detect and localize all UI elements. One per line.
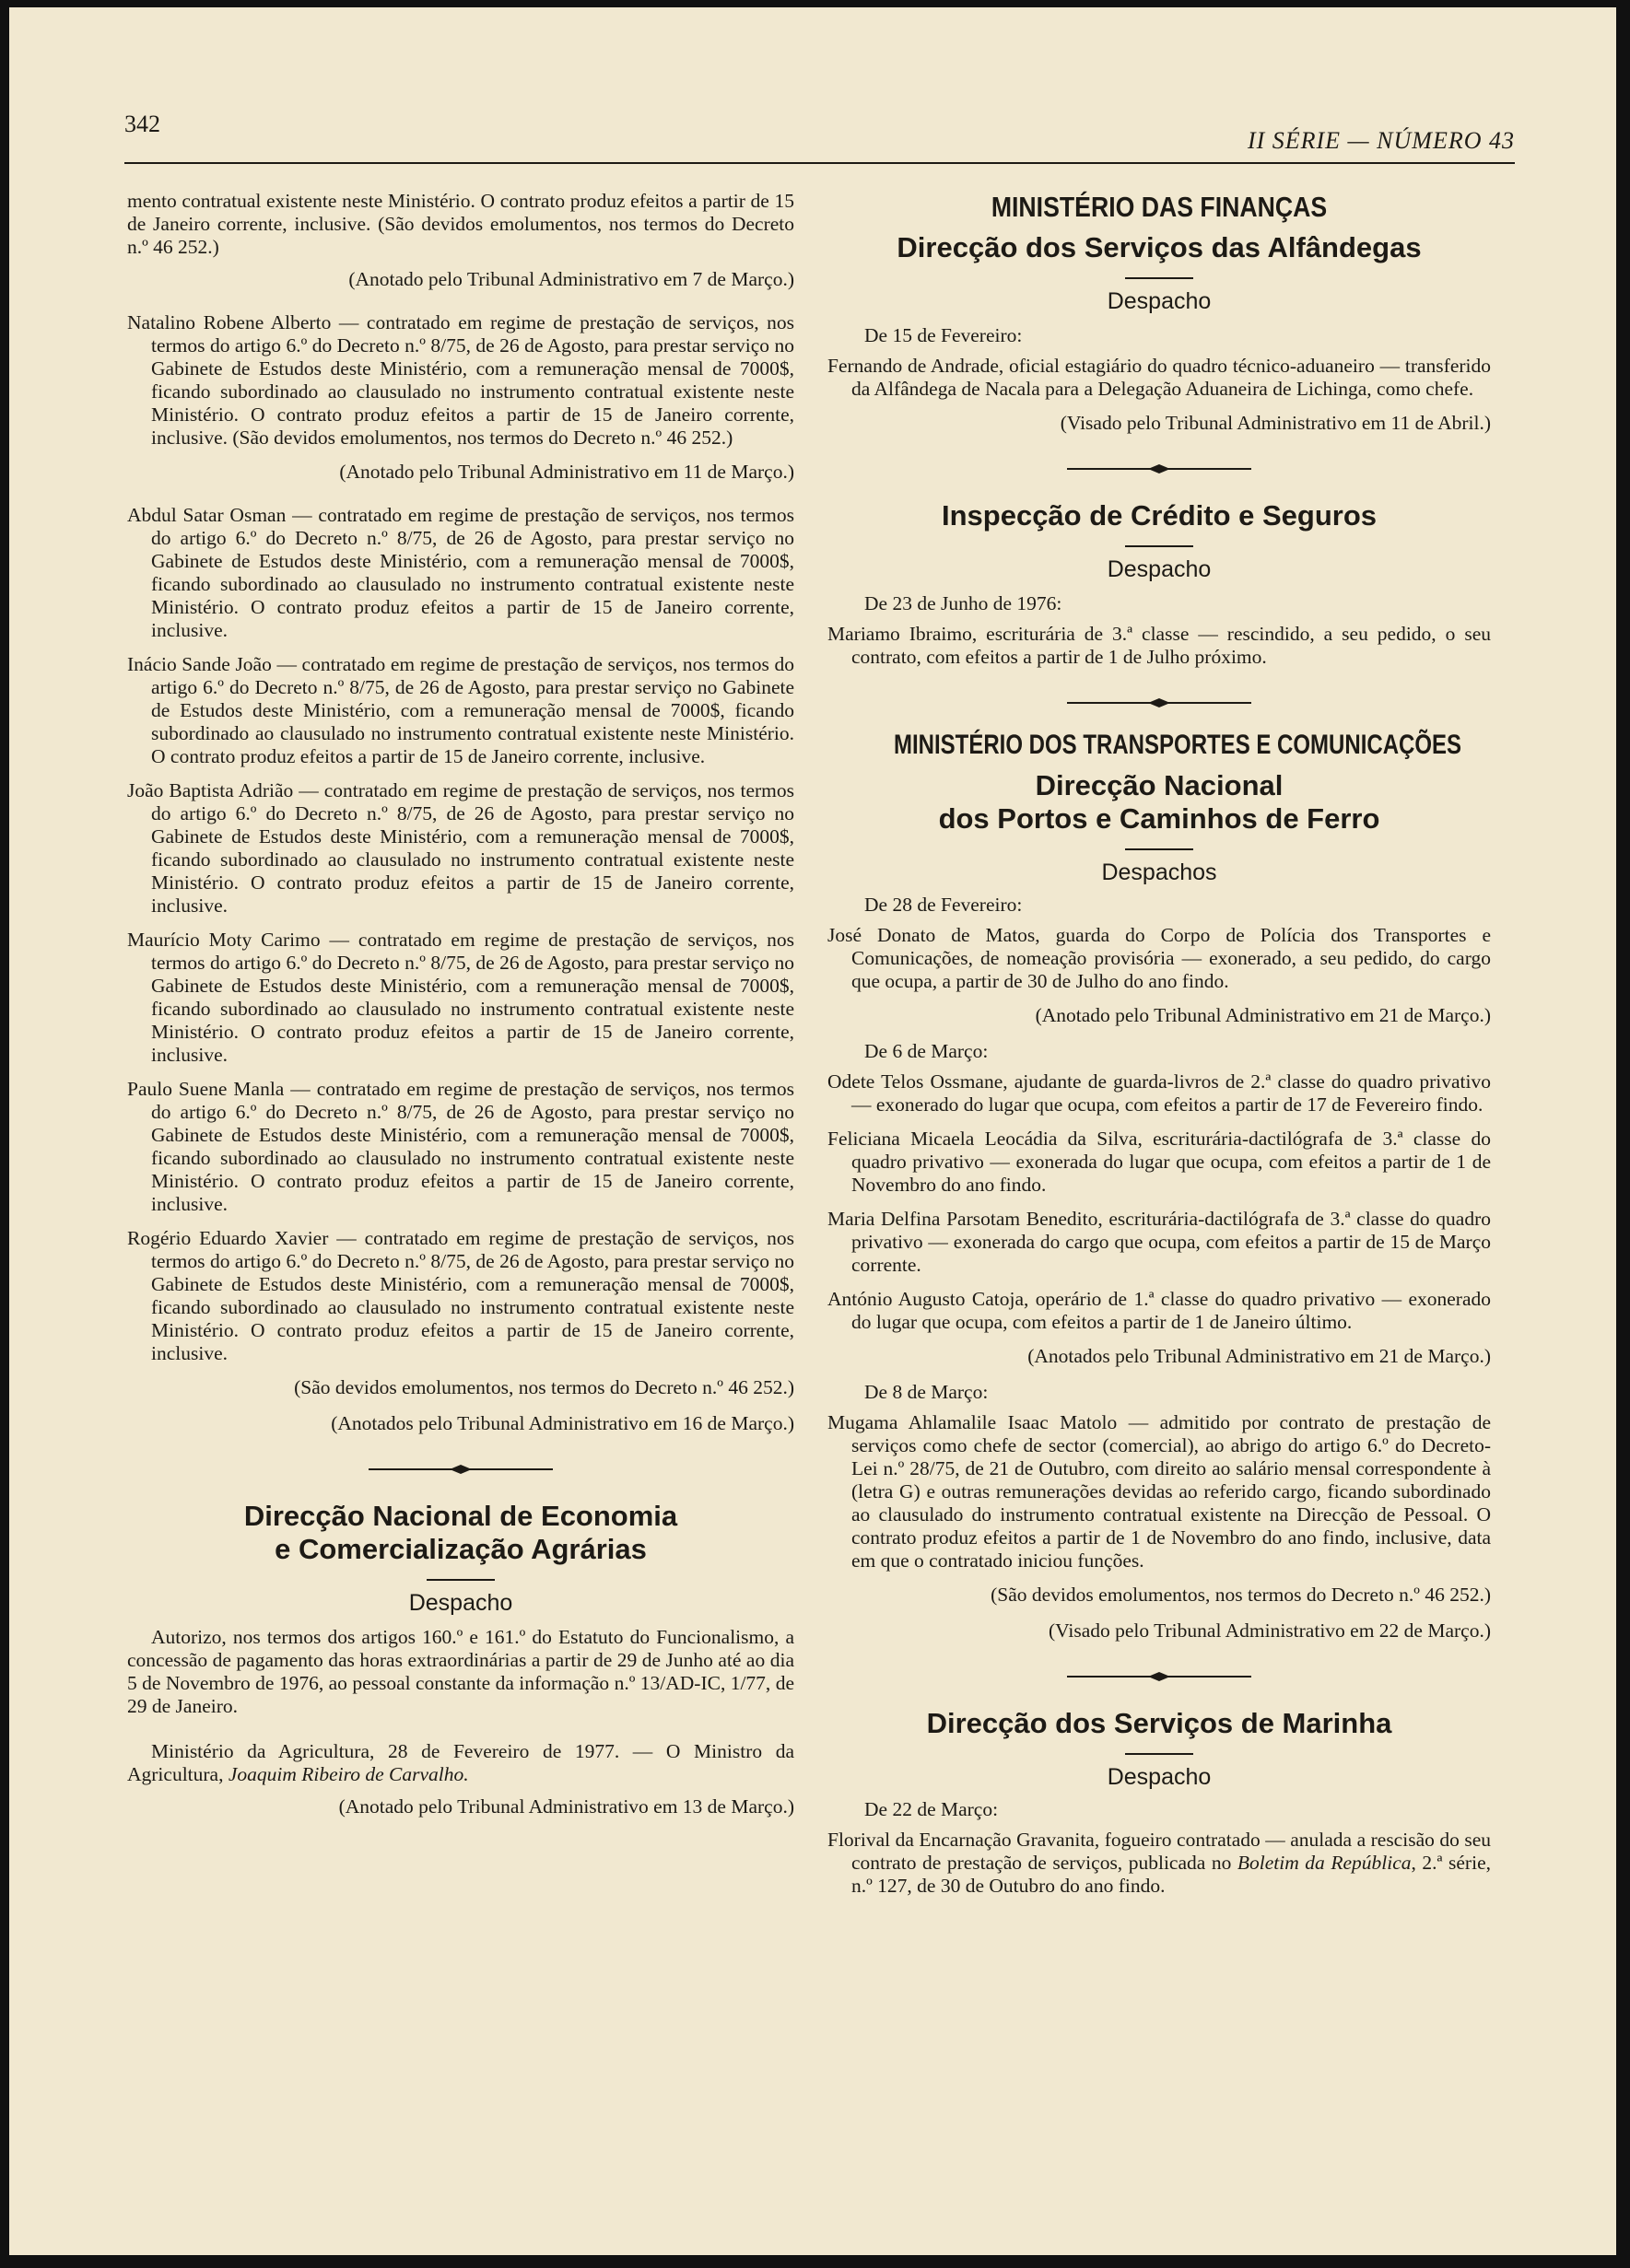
florival-text: Florival da Encarnação Gravanita, fogueiro contratado — anulada a rescisão do seu contrato de prestação de serviços, publicada no <box>827 1829 1491 1874</box>
entry-rogerio: Rogério Eduardo Xavier — contratado em regime de prestação de serviços, nos termos do artigo 6.º do Decreto n.º 8/75, de 26 de Agosto, para prestar serviço no Gabinete de Estudos deste Ministério, com a remuneração mensal de 7000$, ficando subordinado ao clausulado no instrumento contratual existente neste Ministério. O contrato produz efeitos a partir de 15 de Janeiro corrente, inclusive. <box>127 1227 794 1364</box>
portos-title <box>827 769 1491 836</box>
entry-fernando: Fernando de Andrade, oficial estagiário do quadro técnico-aduaneiro — transferido da Alfândega de Nacala para a Delegação Aduaneira de Lichinga, como chefe. <box>827 355 1491 400</box>
date-line: De 15 de Fevereiro: <box>864 324 1023 346</box>
date-line: De 23 de Junho de 1976: <box>864 592 1062 614</box>
boletim-title: Boletim da República <box>1237 1852 1412 1874</box>
date-line: De 22 de Março: <box>864 1798 999 1820</box>
department-title-line2: e Comercialização Agrárias <box>275 1533 647 1565</box>
natalino-note: (Anotado pelo Tribunal Administrativo em 11 de Março.) <box>339 461 794 483</box>
fernando-note: (Visado pelo Tribunal Administrativo em 11 de Abril.) <box>1060 412 1491 434</box>
left-column <box>127 190 794 1831</box>
series-number: II SÉRIE — NÚMERO 43 <box>1247 127 1515 154</box>
final-note: (Anotado pelo Tribunal Administrativo em 13 de Março.) <box>338 1795 794 1818</box>
entry-joao: João Baptista Adrião — contratado em regime de prestação de serviços, nos termos do artigo 6.º do Decreto n.º 8/75, de 26 de Agosto, para prestar serviço no Gabinete de Estudos deste Ministério, com a remuneração mensal de 7000$, ficando subordinado ao clausulado no instrumento contratual existente neste Ministério. O contrato produz efeitos a partir de 15 de Janeiro corrente, inclusive. <box>127 779 794 917</box>
portos-title-line1: Direcção Nacional <box>1035 769 1284 801</box>
entry-inacio: Inácio Sande João — contratado em regime de prestação de serviços, nos termos do artigo 6.º do Decreto n.º 8/75, de 26 de Agosto, para prestar serviço no Gabinete de Estudos deste Ministério, com a remuneração mensal de 7000$, ficando subordinado ao clausulado no instrumento contratual existente neste Ministério. O contrato produz efeitos a partir de 15 de Janeiro corrente, inclusive. <box>127 653 794 767</box>
entry-odete: Odete Telos Ossmane, ajudante de guarda-livros de 2.ª classe do quadro privativo — exonerado do lugar que ocupa, com efeitos a partir de 17 de Fevereiro findo. <box>827 1070 1491 1116</box>
ministry-financas-title: MINISTÉRIO DAS FINANÇAS <box>991 191 1328 223</box>
visado-note: (Visado pelo Tribunal Administrativo em 22 de Março.) <box>1048 1619 1491 1642</box>
date-line: De 6 de Março: <box>864 1040 989 1062</box>
date-line: De 8 de Março: <box>864 1381 989 1403</box>
minister-name: Joaquim Ribeiro de Carvalho. <box>228 1763 469 1785</box>
portos-title-line2: dos Portos e Caminhos de Ferro <box>938 802 1380 835</box>
jose-note: (Anotado pelo Tribunal Administrativo em 21 de Março.) <box>1035 1004 1491 1026</box>
entry-mariamo: Mariamo Ibraimo, escriturária de 3.ª classe — rescindido, a seu pedido, o seu contrato, com efeitos a partir de 1 de Julho próximo. <box>827 623 1491 668</box>
entry-natalino: Natalino Robene Alberto — contratado em regime de prestação de serviços, nos termos do artigo 6.º do Decreto n.º 8/75, de 26 de Agosto, para prestar serviço no Gabinete de Estudos deste Ministério, com a remuneração mensal de 7000$, ficando subordinado ao clausulado no instrumento contratual existente neste Ministério. O contrato produz efeitos a partir de 15 de Janeiro corrente, inclusive. (São devidos emolumentos, nos termos do Decreto n.º 46 252.) <box>127 311 794 449</box>
despacho-heading: Despacho <box>1107 556 1212 582</box>
despacho-heading: Despacho <box>1107 288 1212 314</box>
despacho-heading: Despacho <box>1107 1764 1212 1790</box>
signature-text: Ministério da Agricultura, 28 de Fevereiro de 1977. — O Ministro da Agricultura, <box>127 1740 794 1785</box>
running-head <box>9 7 1616 173</box>
short-rule <box>1125 545 1193 547</box>
short-rule <box>427 1579 495 1581</box>
entry-antonio: António Augusto Catoja, operário de 1.ª classe do quadro privativo — exonerado do lugar que ocupa, com efeitos a partir de 1 de Janeiro último. <box>827 1288 1491 1333</box>
entry-jose: José Donato de Matos, guarda do Corpo de Polícia dos Transportes e Comunicações, de nomeação provisória — exonerado, a seu pedido, do cargo que ocupa, a partir de 30 de Julho do ano findo. <box>827 924 1491 992</box>
anotados-note: (Anotados pelo Tribunal Administrativo em 16 de Março.) <box>331 1412 794 1434</box>
emolumentos-note: (São devidos emolumentos, nos termos do Decreto n.º 46 252.) <box>991 1584 1491 1606</box>
department-title-line1: Direcção Nacional de Economia <box>243 1500 678 1532</box>
short-rule <box>1125 1753 1193 1755</box>
alfandegas-title: Direcção dos Serviços das Alfândegas <box>897 231 1422 263</box>
short-rule <box>1125 277 1193 279</box>
despacho-heading: Despacho <box>408 1590 513 1616</box>
entry-abdul: Abdul Satar Osman — contratado em regime de prestação de serviços, nos termos do artigo 6.º do Decreto n.º 8/75, de 26 de Agosto, para prestar serviço no Gabinete de Estudos deste Ministério, com a remuneração mensal de 7000$, ficando subordinado ao clausulado no instrumento contratual existente neste Ministério. O contrato produz efeitos a partir de 15 de Janeiro corrente, inclusive. <box>127 504 794 641</box>
marinha-title: Direcção dos Serviços de Marinha <box>926 1707 1392 1739</box>
right-column <box>827 190 1491 1909</box>
entry-feliciana: Feliciana Micaela Leocádia da Silva, escriturária-dactilógrafa de 3.ª classe do quadro privativo — exonerada do lugar que ocupa, com efeitos a partir de 1 de Novembro do ano findo. <box>827 1128 1491 1196</box>
entry-florival <box>827 1829 1491 1898</box>
ornament-divider <box>369 1463 553 1476</box>
inspeccao-title: Inspecção de Crédito e Seguros <box>941 499 1378 532</box>
ornament-divider <box>1067 696 1251 709</box>
despachos-heading: Despachos <box>1101 859 1217 885</box>
page-number: 342 <box>124 111 160 137</box>
ornament-divider <box>1067 462 1251 475</box>
florival-end: , 2.ª série, n.º 127, de 30 de Outubro do ano findo. <box>851 1852 1491 1897</box>
autorizo-paragraph: Autorizo, nos termos dos artigos 160.º e 161.º do Estatuto do Funcionalismo, a concessão de pagamento das horas extraordinárias a partir de 29 de Junho até ao dia 5 de Novembro de 1976, ao pessoal constante da informação n.º 13/AD-IC, 1/77, de 29 de Janeiro. <box>127 1626 794 1717</box>
short-rule <box>1125 848 1193 850</box>
header-rule <box>124 162 1515 164</box>
entry-paulo: Paulo Suene Manla — contratado em regime de prestação de serviços, nos termos do artigo 6.º do Decreto n.º 8/75, de 26 de Agosto, para prestar serviço no Gabinete de Estudos deste Ministério, com a remuneração mensal de 7000$, ficando subordinado ao clausulado no instrumento contratual existente neste Ministério. O contrato produz efeitos a partir de 15 de Janeiro corrente, inclusive. <box>127 1078 794 1215</box>
entry-mugama: Mugama Ahlamalile Isaac Matolo — admitido por contrato de prestação de serviços como chefe de sector (comercial), ao abrigo do artigo 6.º do Decreto-Lei n.º 28/75, de 21 de Outubro, com direito ao salário mensal correspondente à (letra G) e outras remunerações devidas ao referido cargo, ficando subordinado ao clausulado do instrumento contratual existente na Direcção de Pessoal. O contrato produz efeitos a partir de 1 de Novembro do ano findo, inclusive, data em que o contratado iniciou funções. <box>827 1411 1491 1572</box>
gazette-page <box>9 7 1616 2255</box>
ministerio-signature <box>127 1740 794 1786</box>
department-title <box>127 1500 794 1566</box>
entry-mauricio: Maurício Moty Carimo — contratado em regime de prestação de serviços, nos termos do artigo 6.º do Decreto n.º 8/75, de 26 de Agosto, para prestar serviço no Gabinete de Estudos deste Ministério, com a remuneração mensal de 7000$, ficando subordinado ao clausulado no instrumento contratual existente neste Ministério. O contrato produz efeitos a partir de 15 de Janeiro corrente, inclusive. <box>127 929 794 1066</box>
emolumentos-note: (São devidos emolumentos, nos termos do Decreto n.º 46 252.) <box>294 1376 794 1398</box>
entry-maria: Maria Delfina Parsotam Benedito, escriturária-dactilógrafa de 3.ª classe do quadro privativo — exonerada do cargo que ocupa, com efeitos a partir de 15 de Março corrente. <box>827 1208 1491 1276</box>
ministry-transportes-title: MINISTÉRIO DOS TRANSPORTES E COMUNICAÇÕES <box>894 730 1462 760</box>
intro-note: (Anotado pelo Tribunal Administrativo em 7 de Março.) <box>348 268 794 290</box>
intro-paragraph: mento contratual existente neste Ministério. O contrato produz efeitos a partir de 15 de Janeiro corrente, inclusive. (São devidos emolumentos, nos termos do Decreto n.º 46 252.) <box>127 190 794 258</box>
anotados-note: (Anotados pelo Tribunal Administrativo em 21 de Março.) <box>1027 1345 1491 1367</box>
date-line: De 28 de Fevereiro: <box>864 894 1023 916</box>
ornament-divider <box>1067 1670 1251 1683</box>
